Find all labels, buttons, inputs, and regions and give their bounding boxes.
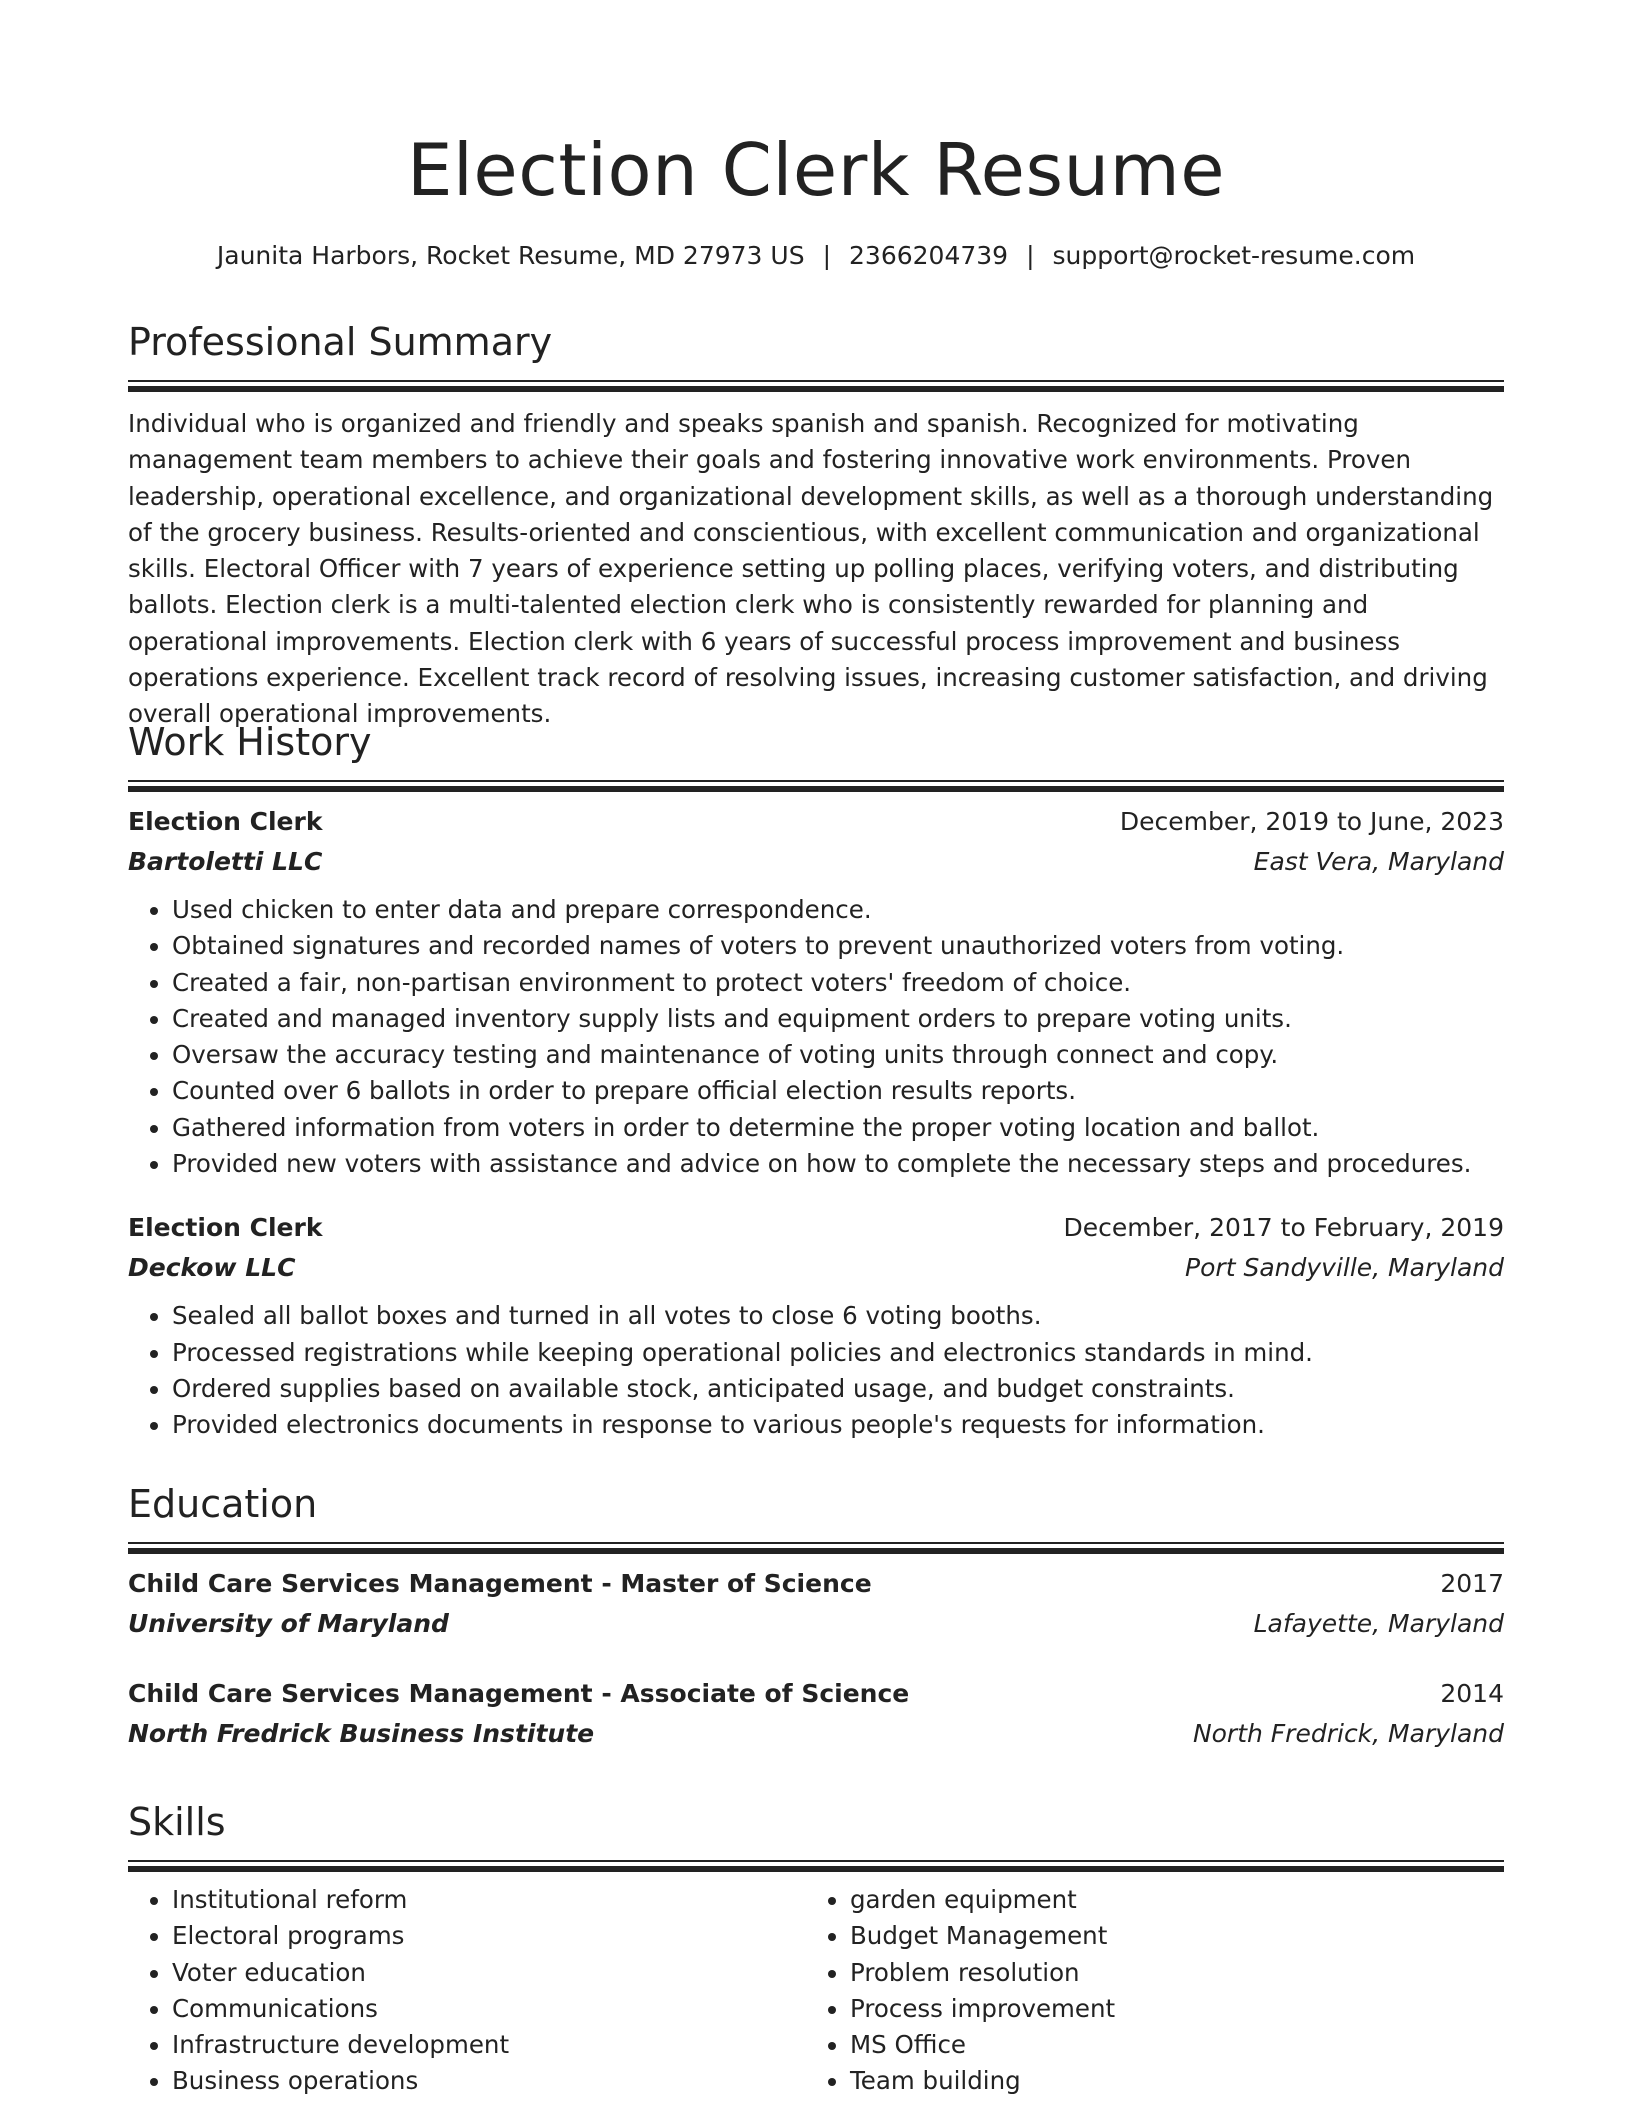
contact-separator: |	[1026, 241, 1035, 270]
job-company: Bartoletti LLC	[128, 847, 323, 876]
list-item: • Processed registrations while keeping operational policies and electronics standards in mind.	[172, 1335, 1504, 1371]
list-item: • Team building	[850, 2063, 1484, 2099]
list-item: • Counted over 6 ballots in order to prepare official election results reports.	[172, 1073, 1504, 1109]
job-bullets	[128, 892, 1504, 1182]
job-company-row	[128, 1248, 1504, 1288]
section-divider	[128, 1542, 1504, 1554]
education-school-row	[128, 1604, 1504, 1644]
education-entry	[128, 1674, 1504, 1754]
list-item: • Obtained signatures and recorded names of voters to prevent unauthorized voters from voting.	[172, 928, 1504, 964]
job-company: Deckow LLC	[128, 1253, 296, 1283]
section-heading: Education	[128, 1482, 318, 1526]
work-history-section	[128, 716, 1504, 1444]
section-heading: Skills	[128, 1800, 226, 1844]
job-header-row	[128, 1208, 1504, 1248]
skills-list-right	[806, 1882, 1484, 2100]
education-school: North Fredrick Business Institute	[128, 1719, 595, 1748]
education-year: 2017	[1440, 1569, 1504, 1598]
summary-text: Individual who is organized and friendly and speaks spanish and spanish. Recognized for motivating management team members to achieve their goals and fostering innovative work environments. Proven leadership, operational excellence, and organizational development skills, as well as a thorough understanding of the grocery business. Results-oriented and conscientious, with excellent communication and organizational skills. Electoral Officer with 7 years of experience setting up polling places, verifying voters, and distributing ballots. Election clerk is a multi-talented election clerk who is consistently rewarded for planning and operational improvements. Election clerk with 6 years of successful process improvement and business operations experience. Excellent track record of resolving issues, increasing customer satisfaction, and driving overall operational improvements.	[128, 409, 1494, 729]
education-school: University of Maryland	[128, 1609, 449, 1638]
section-divider	[128, 780, 1504, 792]
resume-title: Election Clerk Resume	[406, 128, 1226, 212]
list-item: • Budget Management	[850, 1918, 1484, 1954]
job-dates: December, 2017 to February, 2019	[1063, 1213, 1504, 1243]
list-item: • Provided electronics documents in response to various people's requests for information.	[172, 1407, 1504, 1443]
job-location: East Vera, Maryland	[1253, 847, 1504, 876]
contact-line	[128, 238, 1504, 274]
list-item: • Created and managed inventory supply lists and equipment orders to prepare voting units.	[172, 1001, 1504, 1037]
education-section	[128, 1478, 1504, 1754]
job-company-row	[128, 842, 1504, 882]
list-item: • Business operations	[172, 2063, 806, 2099]
education-degree-row	[128, 1674, 1504, 1714]
list-item: • Infrastructure development	[172, 2027, 806, 2063]
education-school-row	[128, 1714, 1504, 1754]
section-heading: Professional Summary	[128, 320, 553, 364]
education-location: North Fredrick, Maryland	[1192, 1719, 1504, 1748]
list-item: • Communications	[172, 1991, 806, 2027]
job-bullets	[128, 1298, 1504, 1443]
education-degree: Child Care Services Management - Master of Science	[128, 1569, 872, 1598]
job-header-row	[128, 802, 1504, 842]
list-item: • garden equipment	[850, 1882, 1484, 1918]
list-item: • Gathered information from voters in order to determine the proper voting location and ballot.	[172, 1110, 1504, 1146]
skills-columns	[128, 1882, 1504, 2100]
list-item: • Process improvement	[850, 1991, 1484, 2027]
contact-separator: |	[822, 241, 832, 270]
skills-list-left	[128, 1882, 806, 2100]
list-item: • Voter education	[172, 1955, 806, 1991]
section-divider	[128, 1860, 1504, 1872]
section-heading: Work History	[128, 720, 372, 764]
job-location: Port Sandyville, Maryland	[1185, 1253, 1504, 1283]
job-title: Election Clerk	[128, 807, 323, 836]
job-dates: December, 2019 to June, 2023	[1119, 807, 1504, 836]
list-item: • Sealed all ballot boxes and turned in all votes to close 6 voting booths.	[172, 1298, 1504, 1334]
skills-section	[128, 1796, 1504, 2100]
list-item: • Created a fair, non-partisan environment to protect voters' freedom of choice.	[172, 965, 1504, 1001]
education-location: Lafayette, Maryland	[1253, 1609, 1504, 1638]
education-degree: Child Care Services Management - Associate of Science	[128, 1679, 910, 1708]
list-item: • Oversaw the accuracy testing and maintenance of voting units through connect and copy.	[172, 1037, 1504, 1073]
section-divider	[128, 380, 1504, 392]
education-year: 2014	[1440, 1679, 1504, 1708]
list-item: • Electoral programs	[172, 1918, 806, 1954]
contact-phone: 2366204739	[849, 241, 1009, 270]
list-item: • Ordered supplies based on available stock, anticipated usage, and budget constraints.	[172, 1371, 1504, 1407]
list-item: • Provided new voters with assistance and advice on how to complete the necessary steps and procedures.	[172, 1146, 1504, 1182]
list-item: • Used chicken to enter data and prepare correspondence.	[172, 892, 1504, 928]
list-item: • MS Office	[850, 2027, 1484, 2063]
contact-address: Jaunita Harbors, Rocket Resume, MD 27973 US	[216, 241, 805, 270]
job-entry	[128, 802, 1504, 1182]
summary-section	[128, 316, 1504, 733]
job-entry	[128, 1208, 1504, 1443]
education-entry	[128, 1564, 1504, 1644]
education-degree-row	[128, 1564, 1504, 1604]
contact-email[interactable]: support@rocket-resume.com	[1052, 241, 1416, 270]
list-item: • Institutional reform	[172, 1882, 806, 1918]
job-title: Election Clerk	[128, 1213, 323, 1243]
list-item: • Problem resolution	[850, 1955, 1484, 1991]
